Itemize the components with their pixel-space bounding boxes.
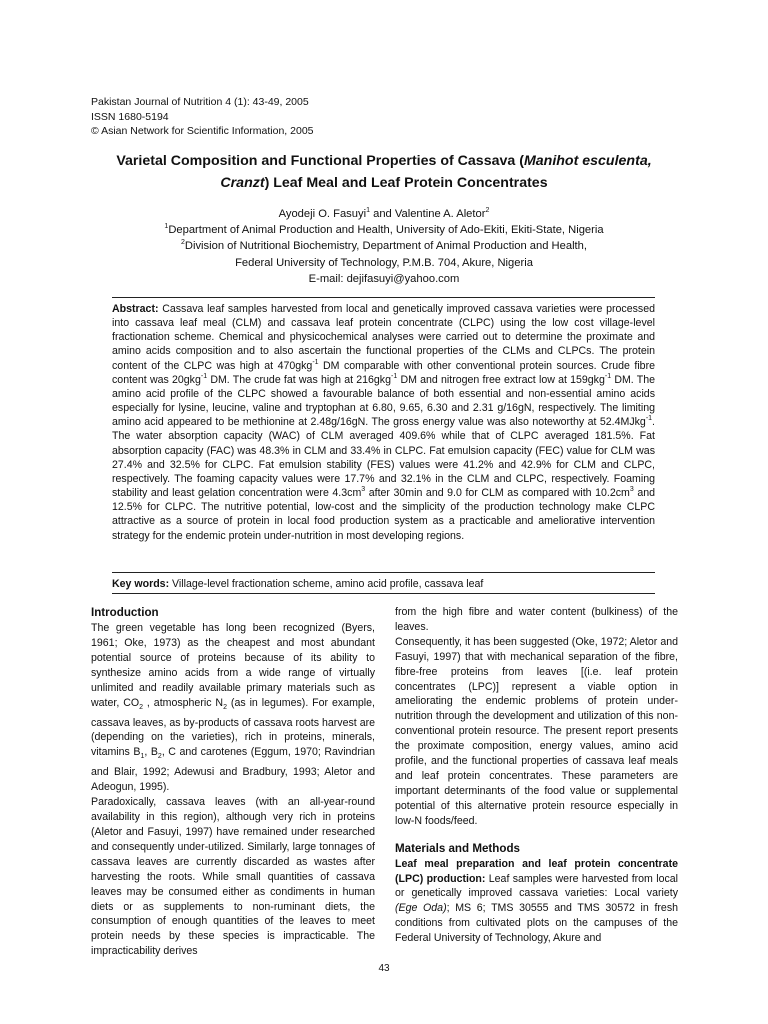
article-title xyxy=(60,150,708,194)
abstract-bottom-rule xyxy=(112,572,655,573)
title-text-2: ) Leaf Meal and Leaf Protein Concentrates xyxy=(264,175,548,191)
abstract-text-4: DM and nitrogen free extract low at 159gkg xyxy=(397,373,605,386)
author-line xyxy=(60,206,708,222)
title-authority: Cranzt xyxy=(220,175,265,191)
abstract-text-5: DM. The amino acid profile of the CLPC showed a favourable balance of both essential and non-essential amino acids especially for lysine, leucine, valine and tryptophan at 6.80, 9.65, 6.30 and 2.31 g/16gN, respectively. The limiting amino acid appeared to be methionine at 2.48g/16gN. The gross energy value was also noteworthy at 52.4MJkg xyxy=(112,373,656,429)
abstract-label: Abstract: xyxy=(112,303,159,315)
author-2: and Valentine A. Aletor xyxy=(369,208,486,220)
introduction-heading: Introduction xyxy=(91,606,159,619)
journal-citation: Pakistan Journal of Nutrition 4 (1): 43-49, 2005 xyxy=(91,96,309,108)
author-2-affil-mark: 2 xyxy=(485,207,490,214)
intro-p1-c: (as in legumes). For example, cassava leaves, as by-products of cassava roots harvest are (depending on the varieties), rich in proteins, minerals, vitamins B xyxy=(91,696,375,759)
intro-paragraph-3: from the high fibre and water content (bulkiness) of the leaves. xyxy=(395,606,678,633)
methods-subheading: Leaf meal preparation and leaf protein concentrate (LPC) production: xyxy=(395,857,678,885)
affiliation-2 xyxy=(60,238,708,254)
intro-p1-b: , atmospheric N xyxy=(143,696,224,709)
exp: -1 xyxy=(645,415,653,423)
journal-header xyxy=(91,95,314,139)
affiliation-2-cont: Federal University of Technology, P.M.B. 704, Akure, Nigeria xyxy=(235,256,533,269)
page-number: 43 xyxy=(378,963,390,974)
intro-p1-d: , B xyxy=(144,746,158,759)
sub: 2 xyxy=(139,703,143,711)
keywords-text: Village-level fractionation scheme, amino acid profile, cassava leaf xyxy=(169,578,484,590)
keywords-rule xyxy=(112,593,655,594)
affiliation-2-text: Division of Nutritional Biochemistry, Department of Animal Production and Health, xyxy=(184,240,587,253)
abstract-text-2: DM comparable with other conventional protein sources. Crude fibre content was 20gkg xyxy=(112,359,655,386)
abstract-text-8: and 12.5% for CLPC. The nutritive potential, low-cost and the simplicity of the production technology make CLPC attractive as a source of protein in local food production system as a practicable and ameliorative intervention strategy for the endemic protein under-nutrition in most developing regions. xyxy=(112,487,656,542)
exp: -1 xyxy=(391,372,398,380)
affiliation-1 xyxy=(60,222,708,238)
intro-paragraph-1 xyxy=(91,621,375,795)
methods-paragraph-1 xyxy=(395,857,678,946)
column-right xyxy=(395,605,678,946)
affiliation-1-mark: 1 xyxy=(164,223,169,231)
author-1-affil-mark: 1 xyxy=(366,207,370,214)
intro-paragraph-4: Consequently, it has been suggested (Oke, 1972; Aletor and Fasuyi, 1997) that with mechanical separation of the fibre, fibre-free proteins from leaves [(i.e. leaf protein concentrates (LPC)] represent a viable option in ameliorating the endemic problems of protein under-nutrition through the development and utilization of this non-conventional protein resource. The present report presents the proximate composition, energy values, amino acid profile, and the functional properties of cassava leaf meals and leaf protein concentrates. These parameters are important determinants of the food value or supplemental potential of this alternative protein resource especially in low-N foods/feed. xyxy=(395,635,678,827)
methods-heading: Materials and Methods xyxy=(395,841,520,855)
exp: 3 xyxy=(361,486,366,494)
sub: 2 xyxy=(223,703,227,711)
keywords-label: Key words: xyxy=(112,578,170,590)
journal-copyright: © Asian Network for Scientific Information, 2005 xyxy=(91,125,314,138)
title-species: Manihot esculenta, xyxy=(523,153,652,169)
authors-block xyxy=(60,206,708,287)
sub: 2 xyxy=(157,753,162,761)
abstract-text-3: DM. The crude fat was high at 216gkg xyxy=(207,373,391,386)
affiliation-1-text: Department of Animal Production and Health, University of Ado-Ekiti, Ekiti-State, Nigeria xyxy=(168,224,604,237)
column-left xyxy=(91,605,375,959)
intro-p1-e: , C and carotenes (Eggum, 1970; Ravindrian and Blair, 1992; Adewusi and Bradbury, 1993; Aletor and Adeogun, 1995). xyxy=(91,746,375,794)
abstract-text-1: Cassava leaf samples harvested from local and genetically improved cassava varieties were processed into cassava leaf meal (CLM) and cassava leaf protein concentrate (CLPC) using the low cost village-level fractionation scheme. Chemical and physicochemical analyses were carried out to determine the proximate and amino acids composition and to also ascertain the functional properties of the CLMs and CLPCs. The protein content of the CLPC was high at 470gkg xyxy=(112,303,655,372)
author-email: E-mail: dejifasuyi@yahoo.com xyxy=(308,272,460,285)
keywords xyxy=(112,577,655,591)
journal-issn: ISSN 1680-5194 xyxy=(91,110,169,123)
exp: -1 xyxy=(604,372,612,380)
exp: -1 xyxy=(200,372,208,380)
affiliation-2-mark: 2 xyxy=(180,239,185,247)
methods-italic: (Ege Oda) xyxy=(395,902,447,915)
abstract-text-6: . The water absorption capacity (WAC) of CLM averaged 409.6% while that of CLPC averaged 181.5%. Fat absorption capacity (FAC) was 48.3% in CLM and 33.4% in CLPC. Fat emulsion capacity (FEC) value for CLM was 27.4% and 32.5% for CLPC. Fat emulsion stability (FES) values were 41.2% and 42.9% for CLM and CLPC, respectively. The foaming capacity values were 17.7% and 32.1% in the CLM and CLPC, respectively. Foaming stability and least gelation concentration were 4.3cm xyxy=(112,416,655,500)
methods-text-1: Leaf samples were harvested from local or genetically improved cassava varieties: Local variety xyxy=(395,872,679,900)
abstract-top-rule xyxy=(112,297,655,298)
exp: -1 xyxy=(312,358,319,366)
exp: 3 xyxy=(629,486,634,494)
abstract xyxy=(112,302,655,543)
intro-paragraph-2: Paradoxically, cassava leaves (with an all-year-round availability in this region), although very rich in proteins (Aletor and Fasuyi, 1997) have remained under researched and consequently under-utilized. Similarly, large tonnages of cassava leaves are currently discarded as wastes after harvesting the roots. While small quantities of cassava leaves may be consumed either as condiments in human diets or as supplements to non-ruminant diets, the consumption of enough quantities of the leaves to meet protein needs by these species is impracticable. The impracticability derives xyxy=(91,796,375,958)
intro-p1-a: The green vegetable has long been recognized (Byers, 1961; Oke, 1973) as the cheapest and most abundant potential source of proteins because of its ability to synthesize amino acids from a wide range of virtually unlimited and readily available primary materials such as water, CO xyxy=(91,622,375,709)
sub: 1 xyxy=(140,753,145,761)
author-1: Ayodeji O. Fasuyi xyxy=(278,208,367,220)
title-text-1: Varietal Composition and Functional Properties of Cassava ( xyxy=(116,153,524,169)
methods-text-2: ; MS 6; TMS 30555 and TMS 30572 in fresh conditions from cultivated plots on the campuses of the Federal University of Technology, Akure and xyxy=(395,902,679,945)
abstract-text-7: after 30min and 9.0 for CLM as compared with 10.2cm xyxy=(365,487,630,500)
